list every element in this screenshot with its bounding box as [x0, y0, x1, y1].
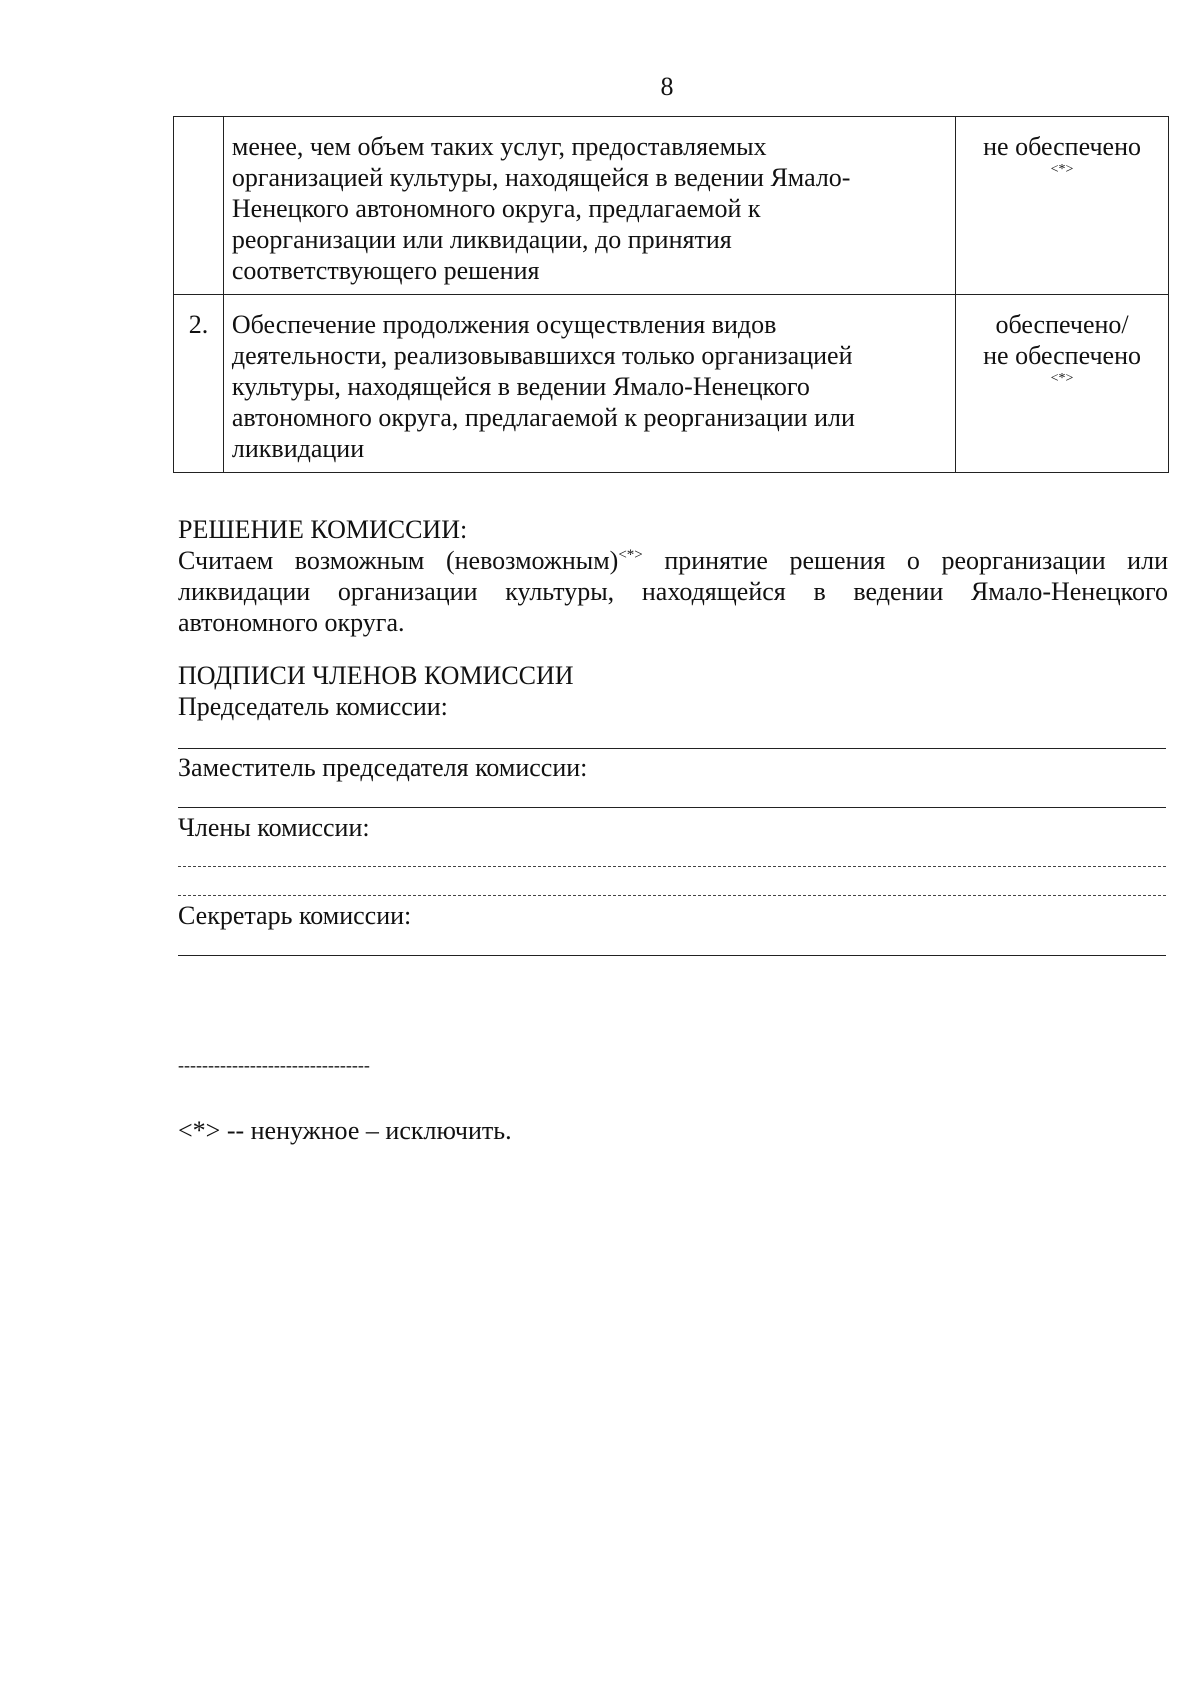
secretary-label: Секретарь комиссии:	[178, 901, 412, 930]
status-line: не обеспечено	[983, 132, 1142, 161]
text-line: организацией культуры, находящейся в ведении Ямало-	[231, 163, 851, 192]
text-line: менее, чем объем таких услуг, предоставляемых	[231, 132, 767, 161]
footnote-separator: --------------------------------	[178, 1055, 370, 1075]
member-signature-line[interactable]	[178, 895, 1166, 896]
deputy-label: Заместитель председателя комиссии:	[178, 753, 588, 782]
criteria-table	[173, 116, 1169, 473]
page-number: 8	[660, 72, 674, 101]
row-description	[223, 117, 955, 295]
row-number: 2.	[174, 295, 224, 473]
row-status	[956, 117, 1169, 295]
chairman-label: Председатель комиссии:	[178, 692, 448, 721]
text-line: автономного округа, предлагаемой к реорганизации или	[231, 403, 855, 432]
footnote-mark: <*>	[618, 547, 643, 563]
row-description	[223, 295, 955, 473]
status-line: обеспечено/	[995, 310, 1129, 339]
table-row	[174, 295, 1169, 473]
status-line: не обеспечено	[983, 341, 1142, 370]
text-line: Обеспечение продолжения осуществления видов	[231, 310, 777, 339]
table-row	[174, 117, 1169, 295]
members-label: Члены комиссии:	[178, 813, 370, 842]
decision-text	[178, 545, 1168, 638]
decision-section	[178, 514, 1168, 638]
signatures-title: ПОДПИСИ ЧЛЕНОВ КОМИССИИ	[178, 661, 574, 690]
deputy-signature-line[interactable]	[178, 807, 1166, 808]
decision-text-end: принятие решения о реорганизации или ликвидации организации культуры, находящейся в ведении Ямало-Ненецкого автономного округа.	[178, 546, 1168, 637]
text-line: культуры, находящейся в ведении Ямало-Ненецкого	[231, 372, 810, 401]
text-line: деятельности, реализовывавшихся только организацией	[231, 341, 853, 370]
footnote-text: <*> -- ненужное – исключить.	[178, 1116, 512, 1145]
text-line: Ненецкого автономного округа, предлагаемой к	[231, 194, 761, 223]
row-number	[174, 117, 224, 295]
footnote-mark: <*>	[1050, 371, 1074, 386]
decision-title: РЕШЕНИЕ КОМИССИИ:	[178, 515, 468, 544]
text-line: ликвидации	[231, 434, 365, 463]
text-line: соответствующего решения	[231, 256, 540, 285]
footnote-mark: <*>	[1050, 162, 1074, 177]
text-line: реорганизации или ликвидации, до принятия	[231, 225, 732, 254]
secretary-signature-line[interactable]	[178, 955, 1166, 956]
chairman-signature-line[interactable]	[178, 748, 1166, 749]
decision-text-start: Считаем возможным (невозможным)	[178, 546, 619, 575]
member-signature-line[interactable]	[178, 866, 1166, 867]
row-status	[956, 295, 1169, 473]
